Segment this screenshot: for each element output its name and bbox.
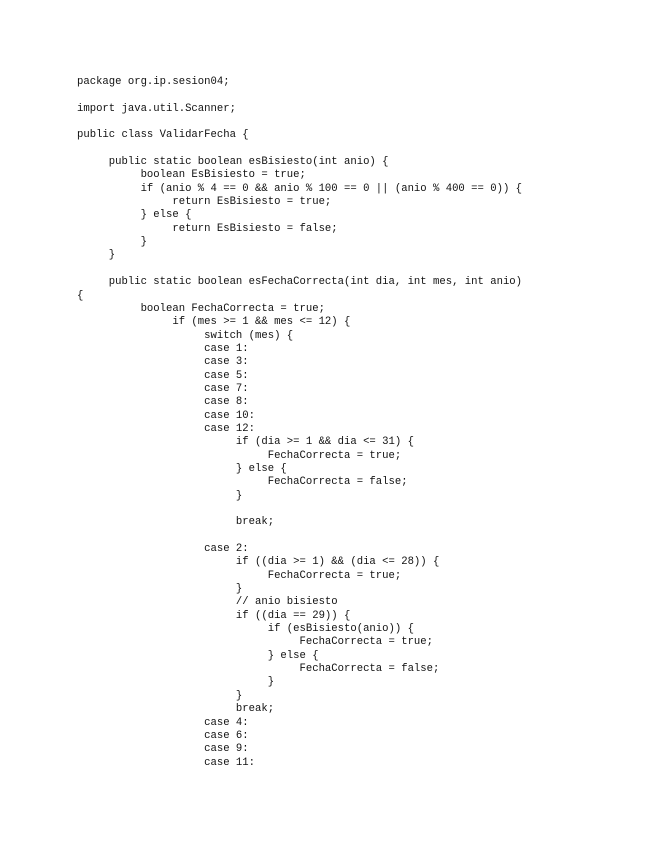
code-line: if (mes >= 1 && mes <= 12) {	[77, 316, 351, 329]
code-line: case 10:	[77, 409, 256, 422]
code-line: if (anio % 4 == 0 && anio % 100 == 0 || (anio % 400 == 0)) {	[77, 182, 523, 195]
code-line: import java.util.Scanner;	[77, 102, 236, 115]
code-line: public class ValidarFecha {	[77, 129, 249, 142]
code-line: boolean EsBisiesto = true;	[77, 169, 306, 182]
code-line: case 4:	[77, 716, 249, 729]
code-line: case 9:	[77, 743, 249, 756]
code-line	[77, 263, 522, 276]
code-line: case 12:	[77, 422, 256, 435]
code-line: case 11:	[77, 756, 256, 769]
code-line: case 6:	[77, 729, 249, 742]
code-line: }	[77, 676, 275, 689]
code-line: case 1:	[77, 342, 249, 355]
code-line: switch (mes) {	[77, 329, 294, 342]
code-line: FechaCorrecta = true;	[77, 569, 402, 582]
code-line: }	[77, 236, 147, 249]
code-line	[77, 503, 522, 516]
code-line: // anio bisiesto	[77, 596, 338, 609]
code-line: break;	[77, 703, 275, 716]
code-line: if (dia >= 1 && dia <= 31) {	[77, 436, 414, 449]
code-line: case 2:	[77, 543, 249, 556]
code-line: package org.ip.sesion04;	[77, 76, 230, 88]
code-line: case 8:	[77, 396, 249, 409]
code-line	[77, 116, 522, 129]
code-line: case 3:	[77, 356, 249, 369]
code-line: case 5:	[77, 369, 249, 382]
code-line: FechaCorrecta = true;	[77, 636, 434, 649]
code-line	[77, 89, 522, 102]
code-line: public static boolean esBisiesto(int anio) {	[77, 156, 389, 169]
code-listing	[77, 76, 522, 770]
code-line: return EsBisiesto = true;	[77, 196, 332, 209]
code-line: }	[77, 689, 243, 702]
code-line: {	[77, 289, 84, 302]
code-line: boolean FechaCorrecta = true;	[77, 302, 325, 315]
code-line: }	[77, 583, 243, 596]
code-line: } else {	[77, 462, 287, 475]
code-line: FechaCorrecta = false;	[77, 663, 440, 676]
code-line: }	[77, 249, 116, 262]
code-line: if (esBisiesto(anio)) {	[77, 623, 414, 636]
code-line: FechaCorrecta = true;	[77, 449, 402, 462]
code-line: return EsBisiesto = false;	[77, 222, 338, 235]
code-line: }	[77, 489, 243, 502]
code-line: if ((dia == 29)) {	[77, 609, 351, 622]
code-line: public static boolean esFechaCorrecta(int dia, int mes, int anio)	[77, 276, 523, 289]
code-line: } else {	[77, 649, 319, 662]
code-line: } else {	[77, 209, 192, 222]
code-line: break;	[77, 516, 275, 529]
code-line: case 7:	[77, 382, 249, 395]
code-line	[77, 143, 522, 156]
code-line: FechaCorrecta = false;	[77, 476, 408, 489]
code-line: if ((dia >= 1) && (dia <= 28)) {	[77, 556, 440, 569]
code-line	[77, 530, 522, 543]
